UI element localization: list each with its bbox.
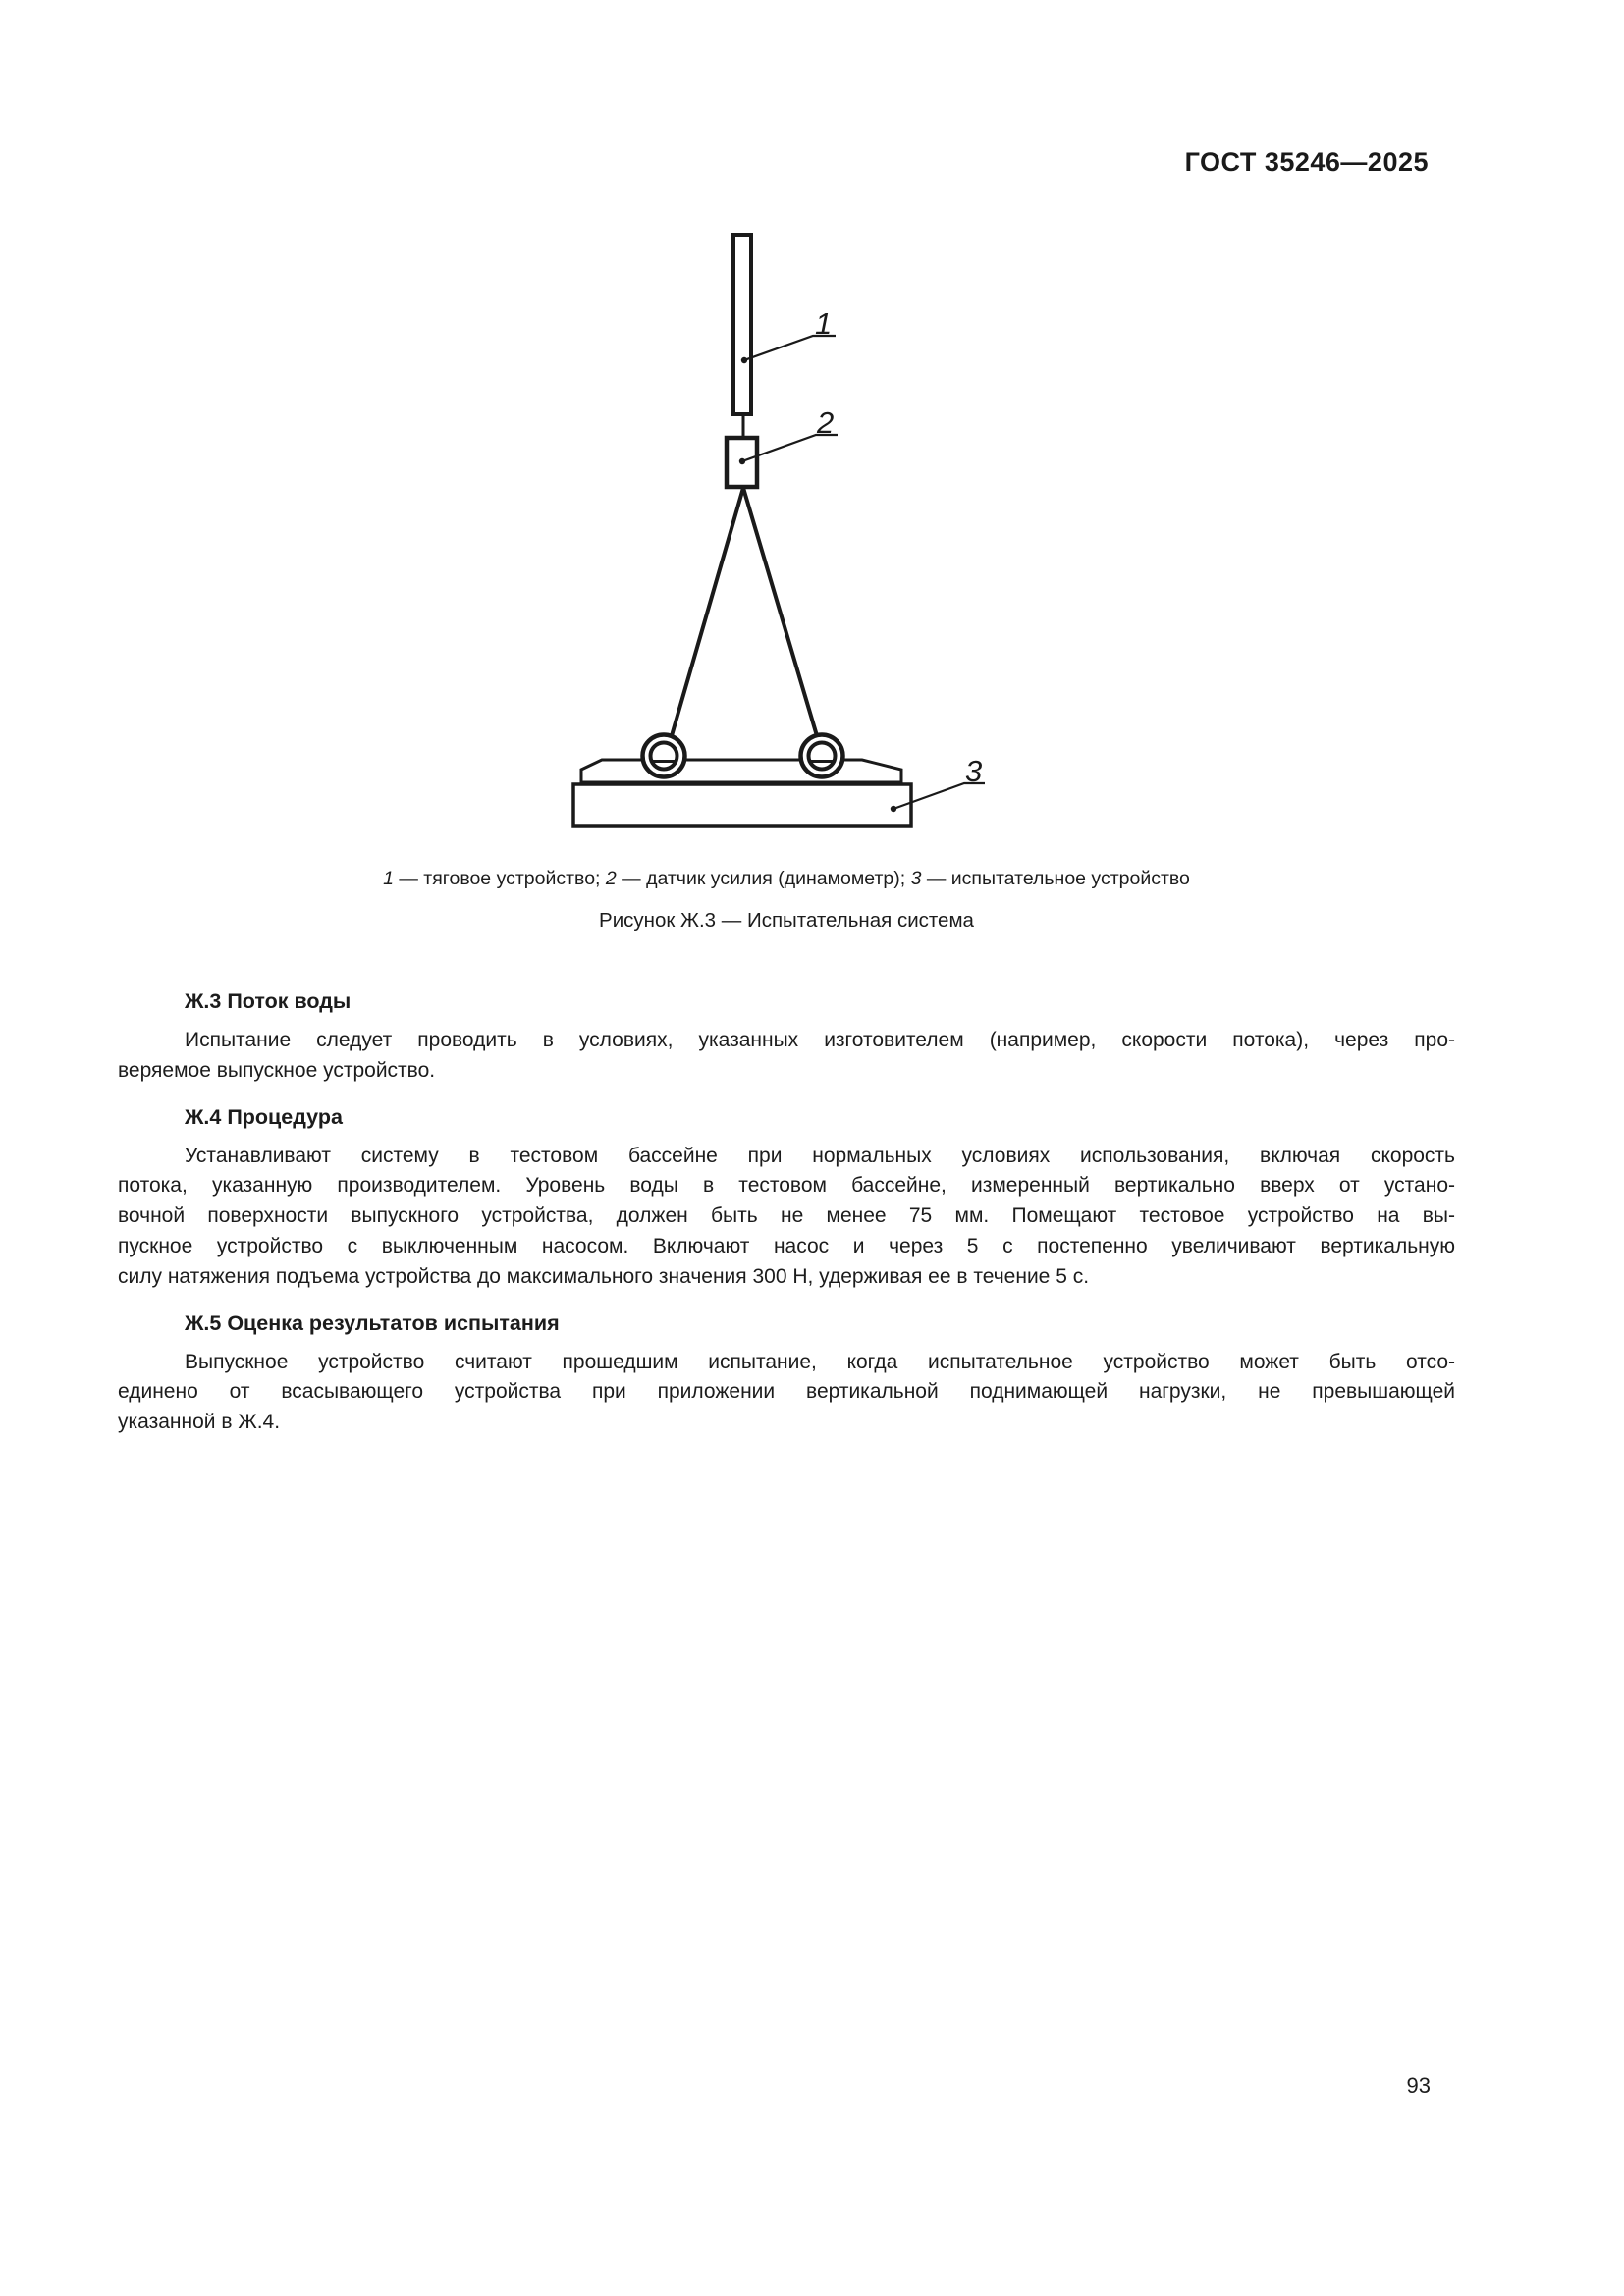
tow-device-rod (733, 235, 751, 414)
figure-label-2: 2 (817, 405, 835, 440)
document-body (118, 987, 1455, 1438)
figure-title: Рисунок Ж.3 — Испытательная система (599, 909, 974, 932)
caption-text-1: — тяговое устройство; (393, 868, 606, 889)
caption-num-1: 1 (383, 868, 394, 889)
text-line: Устанавливают систему в тестовом бассейне при нормальных условиях использования, включая скорость (185, 1144, 1455, 1167)
rope-right (743, 488, 818, 739)
caption-text-3: — испытательное устройство (921, 868, 1190, 889)
leader-dot-3 (891, 806, 896, 812)
figure-caption (118, 868, 1455, 890)
text-line: пускное устройство с выключенным насосом. Включают насос и через 5 с постепенно увеличивают вертикальную (118, 1234, 1455, 1257)
text-line: вочной поверхности выпускного устройства, должен быть не менее 75 мм. Помещают тестовое устройство на вы- (118, 1204, 1455, 1228)
caption-text-2: — датчик усилия (динамометр); (616, 868, 911, 889)
section-heading-zh3: Ж.3 Поток воды (185, 989, 352, 1013)
document-header-code: ГОСТ 35246—2025 (1184, 147, 1429, 177)
rope-left (671, 488, 743, 739)
page-number: 93 (1406, 2073, 1431, 2098)
text-line: силу натяжения подъема устройства до максимального значения 300 Н, удерживая ее в течение 5 с. (118, 1264, 1090, 1288)
test-device-base (573, 784, 911, 826)
leader-dot-1 (741, 357, 747, 363)
test-device-tray (581, 760, 901, 782)
text-line: веряемое выпускное устройство. (118, 1058, 436, 1082)
text-line: потока, указанную производителем. Уровень воды в тестовом бассейне, измеренный вертикально вверх от устано- (118, 1174, 1455, 1198)
text-line: Испытание следует проводить в условиях, указанных изготовителем (например, скорости потока), через про- (185, 1029, 1455, 1051)
text-line: указанной в Ж.4. (118, 1411, 281, 1434)
text-line: единено от всасывающего устройства при приложении вертикальной поднимающей нагрузки, не превышающей (118, 1380, 1455, 1404)
figure-test-system-diagram (560, 226, 1011, 839)
section-heading-zh5: Ж.5 Оценка результатов испытания (185, 1310, 560, 1335)
caption-num-3: 3 (910, 868, 922, 889)
caption-num-2: 2 (605, 868, 617, 889)
section-heading-zh4: Ж.4 Процедура (185, 1104, 343, 1129)
leader-dot-2 (739, 458, 745, 464)
text-line: Выпускное устройство считают прошедшим испытание, когда испытательное устройство может быть отсо- (185, 1350, 1455, 1373)
figure-label-1: 1 (815, 306, 833, 341)
figure-label-3: 3 (965, 754, 983, 788)
